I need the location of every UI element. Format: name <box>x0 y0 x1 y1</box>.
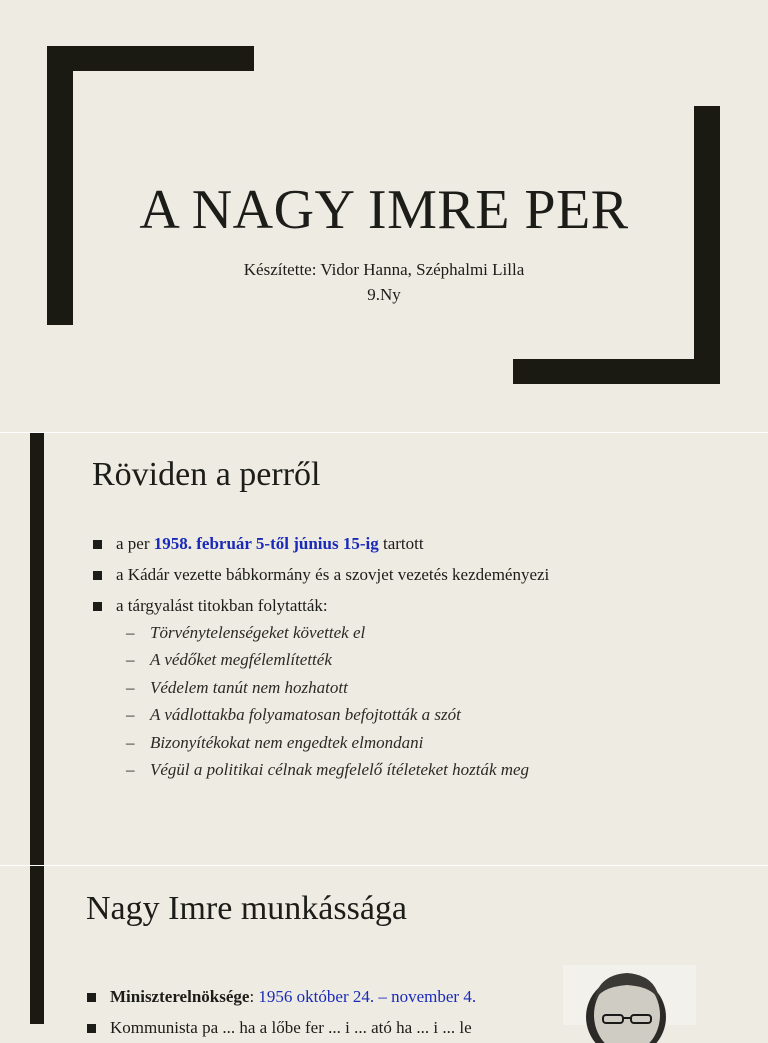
sub-list-item: – Végül a politikai célnak megfelelő ítéleteket hozták meg <box>126 756 726 783</box>
portrait-photo <box>563 965 696 1025</box>
frame-bottom-right-horizontal <box>513 359 720 384</box>
term-dates: 1956 október 24. – november 4. <box>258 987 477 1006</box>
list-item: Kommunista pa ... ha a lőbe fer ... i ... ató ha ... i ... le <box>86 1012 546 1043</box>
career-slide <box>0 866 768 1037</box>
bullet-square-icon <box>93 602 102 611</box>
dash-icon: – <box>126 705 135 725</box>
author-line: Készítette: Vidor Hanna, Széphalmi Lilla <box>243 260 525 279</box>
sub-list-item: – Törvénytelenségeket követtek el <box>126 619 726 646</box>
main-bullet-list <box>92 528 732 621</box>
career-bullet-list <box>86 981 546 1043</box>
accent-left-bar <box>30 433 44 865</box>
list-item: a per 1958. február 5-től június 15-ig tartott <box>92 528 732 559</box>
sub-list-item: – A védőket megfélemlítették <box>126 646 726 673</box>
sub-list-item: – Védelem tanút nem hozhatott <box>126 674 726 701</box>
sub-list-item: – A vádlottakba folyamatosan befojtották a szót <box>126 701 726 728</box>
class-line: 9.Ny <box>367 285 401 304</box>
bullet-square-icon <box>93 540 102 549</box>
summary-slide <box>0 433 768 865</box>
list-item: a tárgyalást titokban folytatták: <box>92 590 732 621</box>
dash-icon: – <box>126 677 135 697</box>
presentation-title: A NAGY IMRE PER <box>139 179 629 241</box>
dash-icon: – <box>126 760 135 780</box>
bullet-square-icon <box>93 571 102 580</box>
bullet-square-icon <box>87 1024 96 1033</box>
slide-heading: Röviden a perről <box>92 456 321 493</box>
presentation-subtitle <box>0 257 768 307</box>
date-range-highlight: 1958. február 5-től június 15-ig <box>153 534 379 553</box>
frame-bottom-right-vertical <box>694 106 720 384</box>
term-label: Miniszterelnöksége <box>110 987 250 1006</box>
frame-top-left-horizontal <box>47 46 254 71</box>
portrait-image-icon <box>563 965 696 1025</box>
sub-list-item: – Bizonyítékokat nem engedtek elmondani <box>126 729 726 756</box>
slide-heading: Nagy Imre munkássága <box>86 890 408 927</box>
title-slide <box>0 0 768 432</box>
sub-bullet-list <box>126 619 726 783</box>
accent-left-bar <box>30 866 44 1024</box>
dash-icon: – <box>126 623 135 642</box>
list-item: a Kádár vezette bábkormány és a szovjet vezetés kezdeményezi <box>92 559 732 590</box>
bullet-square-icon <box>87 993 96 1002</box>
dash-icon: – <box>126 650 135 670</box>
dash-icon: – <box>126 732 135 752</box>
list-item: Miniszterelnöksége: 1956 október 24. – november 4. <box>86 981 546 1012</box>
